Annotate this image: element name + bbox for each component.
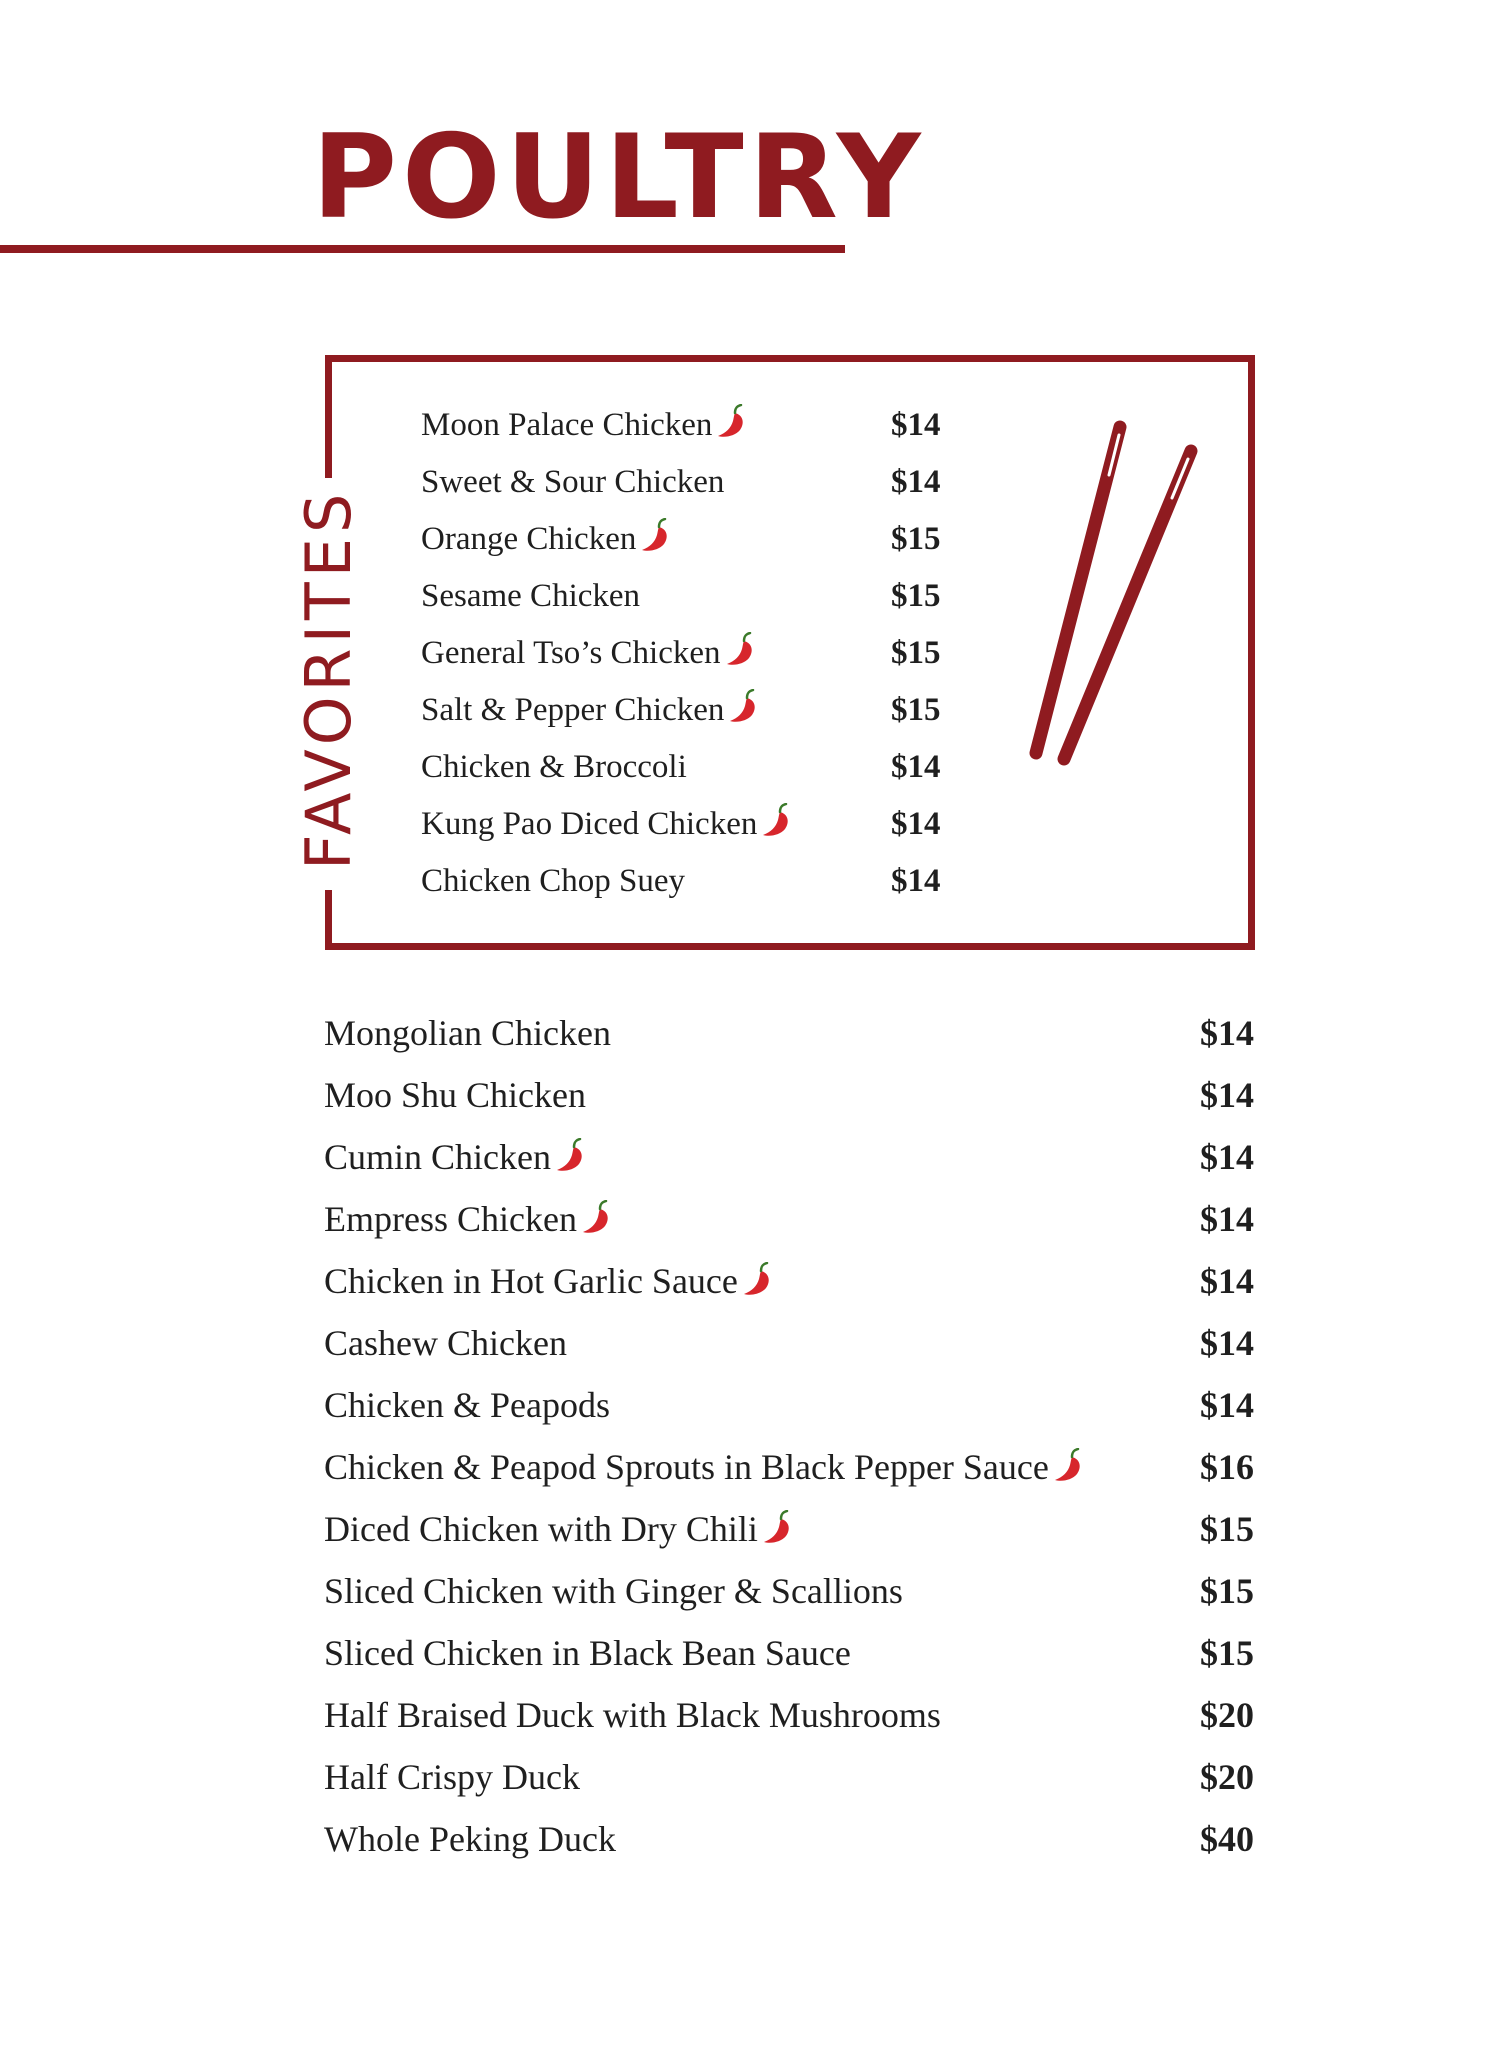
item-name: Moon Palace Chicken [421, 407, 713, 443]
item-name: Chicken & Peapods [324, 1385, 610, 1425]
favorite-item [421, 574, 951, 618]
menu-item [324, 1504, 1254, 1554]
menu-item [324, 1752, 1254, 1802]
chili-pepper-icon [640, 518, 670, 554]
favorite-item [421, 403, 951, 447]
item-price: $14 [1200, 1323, 1254, 1363]
item-price: $15 [1200, 1509, 1254, 1549]
item-price: $15 [891, 521, 941, 557]
item-price: $14 [1200, 1261, 1254, 1301]
item-name: Salt & Pepper Chicken [421, 692, 725, 728]
title-underline [0, 245, 845, 253]
menu-item [324, 1380, 1254, 1430]
item-name: Sliced Chicken in Black Bean Sauce [324, 1633, 851, 1673]
chopsticks-icon [1010, 415, 1210, 775]
menu-item [324, 1070, 1254, 1120]
item-name: Mongolian Chicken [324, 1013, 611, 1053]
chili-pepper-icon [555, 1138, 585, 1174]
item-price: $14 [1200, 1013, 1254, 1053]
item-name: Sesame Chicken [421, 578, 641, 614]
menu-item [324, 1256, 1254, 1306]
menu-item [324, 1690, 1254, 1740]
item-price: $14 [891, 806, 941, 842]
menu-item [324, 1318, 1254, 1368]
favorite-item [421, 460, 951, 504]
item-price: $20 [1200, 1757, 1254, 1797]
item-price: $16 [1200, 1447, 1254, 1487]
item-price: $14 [1200, 1199, 1254, 1239]
item-name: Cashew Chicken [324, 1323, 567, 1363]
item-price: $15 [891, 692, 941, 728]
menu-item [324, 1132, 1254, 1182]
menu-item [324, 1194, 1254, 1244]
favorite-item [421, 802, 951, 846]
item-price: $15 [891, 578, 941, 614]
favorite-item [421, 688, 951, 732]
item-price: $14 [891, 863, 941, 899]
item-name: Kung Pao Diced Chicken [421, 806, 758, 842]
item-price: $15 [1200, 1633, 1254, 1673]
item-price: $14 [891, 464, 941, 500]
item-name: Cumin Chicken [324, 1137, 551, 1177]
chili-pepper-icon [716, 404, 746, 440]
item-price: $14 [891, 749, 941, 785]
page-title: POULTRY [312, 110, 926, 245]
menu-item [324, 1814, 1254, 1864]
item-name: Sliced Chicken with Ginger & Scallions [324, 1571, 903, 1611]
item-name: Chicken in Hot Garlic Sauce [324, 1261, 738, 1301]
item-name: Half Crispy Duck [324, 1757, 580, 1797]
menu-item [324, 1566, 1254, 1616]
item-name: Whole Peking Duck [324, 1819, 616, 1859]
favorite-item [421, 631, 951, 675]
favorites-label: FAVORITES [292, 488, 365, 870]
item-name: Moo Shu Chicken [324, 1075, 587, 1115]
favorite-item [421, 859, 951, 903]
favorite-item [421, 517, 951, 561]
menu-item [324, 1628, 1254, 1678]
item-price: $15 [1200, 1571, 1254, 1611]
item-name: Diced Chicken with Dry Chili [324, 1509, 758, 1549]
item-name: Sweet & Sour Chicken [421, 464, 725, 500]
chili-pepper-icon [742, 1262, 772, 1298]
item-price: $14 [891, 407, 941, 443]
item-price: $20 [1200, 1695, 1254, 1735]
chili-pepper-icon [728, 689, 758, 725]
item-price: $14 [1200, 1385, 1254, 1425]
chili-pepper-icon [762, 1510, 792, 1546]
item-price: $40 [1200, 1819, 1254, 1859]
item-name: Chicken Chop Suey [421, 863, 685, 899]
menu-item [324, 1442, 1254, 1492]
chili-pepper-icon [761, 803, 791, 839]
chili-pepper-icon [1053, 1448, 1083, 1484]
item-price: $14 [1200, 1075, 1254, 1115]
item-name: Chicken & Broccoli [421, 749, 687, 785]
item-name: Orange Chicken [421, 521, 637, 557]
item-name: Chicken & Peapod Sprouts in Black Pepper Sauce [324, 1447, 1049, 1487]
item-name: Half Braised Duck with Black Mushrooms [324, 1695, 941, 1735]
item-price: $14 [1200, 1137, 1254, 1177]
menu-item [324, 1008, 1254, 1058]
item-price: $15 [891, 635, 941, 671]
favorite-item [421, 745, 951, 789]
item-name: Empress Chicken [324, 1199, 577, 1239]
chili-pepper-icon [581, 1200, 611, 1236]
item-name: General Tso’s Chicken [421, 635, 721, 671]
chili-pepper-icon [725, 632, 755, 668]
